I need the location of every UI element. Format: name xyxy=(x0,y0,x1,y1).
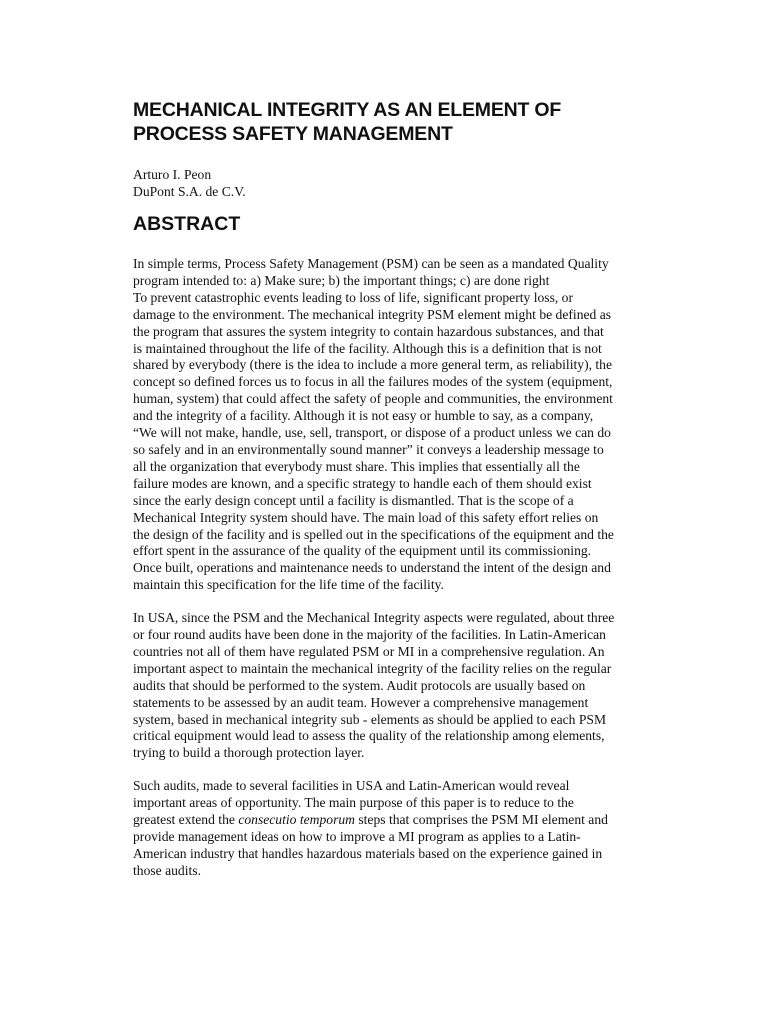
text-line: critical equipment would lead to assess the quality of the relationship among elements, xyxy=(133,728,605,744)
text-run: steps that comprises the PSM MI element and xyxy=(354,812,608,828)
abstract-paragraph-3 xyxy=(133,778,641,879)
text-line: countries not all of them have regulated PSM or MI in a comprehensive regulation. An xyxy=(133,643,605,659)
text-line: effort spent in the assurance of the quality of the equipment until its commissioning. xyxy=(133,543,592,559)
text-line: Such audits, made to several facilities in USA and Latin-American would reveal xyxy=(133,778,570,794)
text-line: and the integrity of a facility. Although it is not easy or humble to say, as a company, xyxy=(133,408,594,424)
text-line: so safely and in an environmentally sound manner” it conveys a leadership message to xyxy=(133,441,604,457)
text-line: the program that assures the system integrity to contain hazardous substances, and that xyxy=(133,323,604,339)
text-line: important areas of opportunity. The main purpose of this paper is to reduce to the xyxy=(133,795,574,811)
text-line: system, based in mechanical integrity sub - elements as should be applied to each PSM xyxy=(133,711,607,727)
text-line: shared by everybody (there is the idea to include a more general term, as reliability), the xyxy=(133,357,612,373)
author-block xyxy=(133,166,641,200)
text-run: greatest extend the xyxy=(133,812,239,828)
text-line: since the early design concept until a facility is dismantled. That is the scope of a xyxy=(133,492,574,508)
abstract-paragraph-1 xyxy=(133,256,641,594)
text-line: American industry that handles hazardous materials based on the experience gained in xyxy=(133,845,603,861)
paper-title xyxy=(133,98,641,146)
text-line: Mechanical Integrity system should have. The main load of this safety effort relies on xyxy=(133,509,599,525)
abstract-paragraph-2 xyxy=(133,610,641,762)
text-line: damage to the environment. The mechanical integrity PSM element might be defined as xyxy=(133,306,612,322)
text-line: audits that should be performed to the system. Audit protocols are usually based on xyxy=(133,677,586,693)
text-line: In simple terms, Process Safety Management (PSM) can be seen as a mandated Quality xyxy=(133,256,609,271)
text-line: human, system) that could affect the safety of people and communities, the environment xyxy=(133,391,613,407)
author-affiliation: DuPont S.A. de C.V. xyxy=(133,184,246,199)
text-line: failure modes are known, and a specific strategy to handle each of them should exist xyxy=(133,475,592,491)
text-line: “We will not make, handle, use, sell, transport, or dispose of a product unless we can do xyxy=(133,425,611,441)
text-line: is maintained throughout the life of the facility. Although this is a definition that is not xyxy=(133,340,602,356)
text-line: Once built, operations and maintenance needs to understand the intent of the design and xyxy=(133,560,611,576)
italic-term: consecutio temporum xyxy=(238,812,355,828)
text-line xyxy=(133,812,641,829)
text-line: statements to be assessed by an audit team. However a comprehensive management xyxy=(133,694,589,710)
text-line: or four round audits have been done in the majority of the facilities. In Latin-American xyxy=(133,627,606,643)
text-line: all the organization that everybody must share. This implies that essentially all the xyxy=(133,458,580,474)
text-line: maintain this specification for the life time of the facility. xyxy=(133,577,444,593)
text-line: In USA, since the PSM and the Mechanical Integrity aspects were regulated, about three xyxy=(133,610,615,626)
text-line: To prevent catastrophic events leading to loss of life, significant property loss, or xyxy=(133,289,573,305)
text-line: provide management ideas on how to improve a MI program as applies to a Latin- xyxy=(133,829,581,844)
text-line: concept so defined forces us to focus in all the failures modes of the system (equipment, xyxy=(133,374,613,390)
text-line: the design of the facility and is spelled out in the specifications of the equipment and the xyxy=(133,526,614,542)
author-name: Arturo I. Peon xyxy=(133,167,212,182)
paper-page xyxy=(133,98,641,880)
text-line: trying to build a thorough protection layer. xyxy=(133,745,365,761)
text-line: program intended to: a) Make sure; b) the important things; c) are done right xyxy=(133,272,550,288)
abstract-heading: ABSTRACT xyxy=(133,213,241,235)
text-line: those audits. xyxy=(133,862,201,878)
title-line: MECHANICAL INTEGRITY AS AN ELEMENT OF xyxy=(133,99,562,121)
text-line: important aspect to maintain the mechanical integrity of the facility relies on the regular xyxy=(133,660,612,676)
title-line: PROCESS SAFETY MANAGEMENT xyxy=(133,123,453,145)
